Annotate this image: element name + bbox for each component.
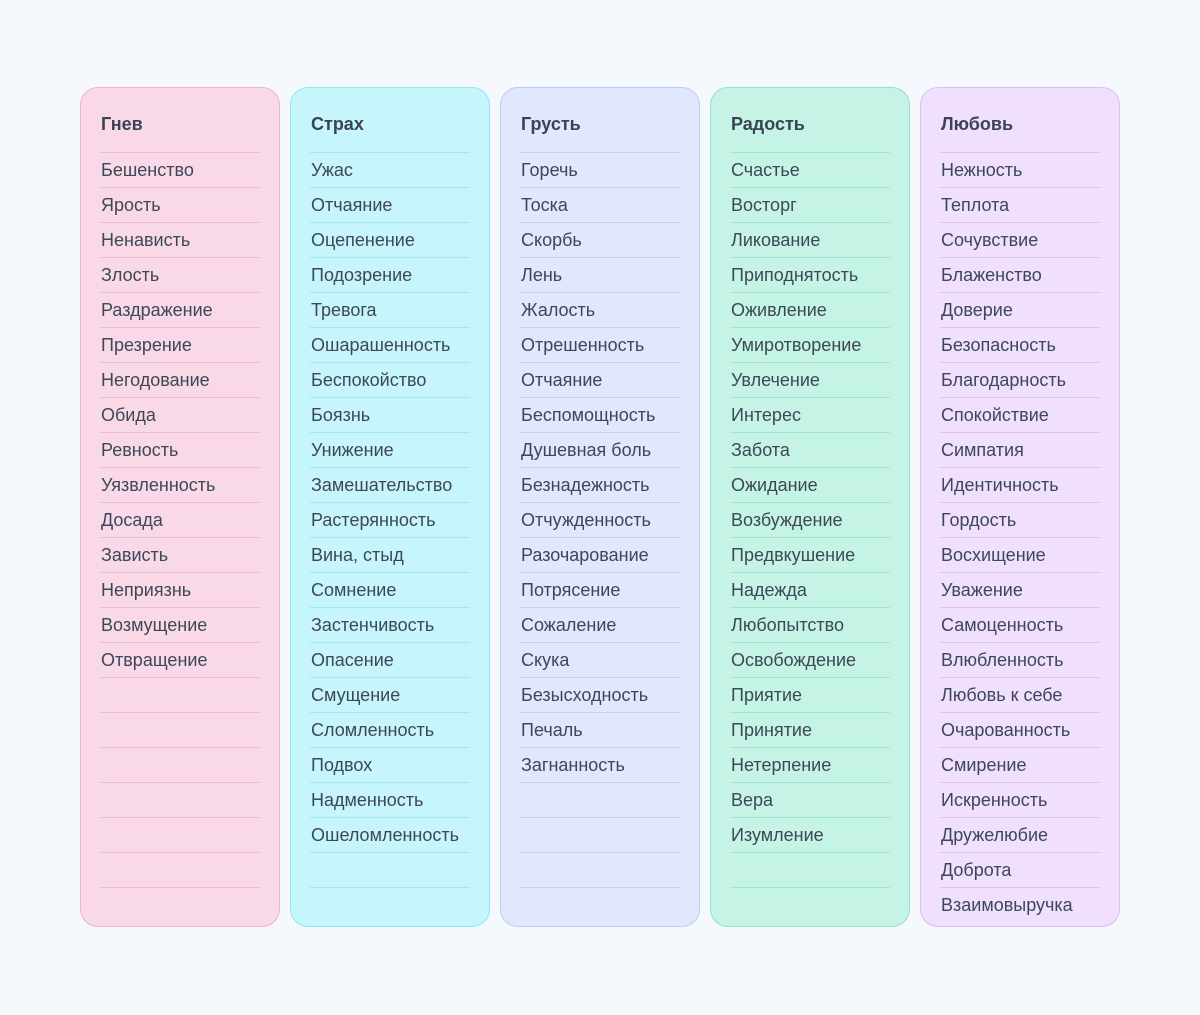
list-item: Ликование [730,223,890,258]
empty-row [310,853,470,888]
list-item: Надежда [730,573,890,608]
list-item: Восторг [730,188,890,223]
list-item: Бешенство [100,153,260,188]
list-item: Застенчивость [310,608,470,643]
list-item: Жалость [520,293,680,328]
empty-row [520,783,680,818]
emotions-board [80,87,1120,927]
column-title-fear: Страх [310,88,470,153]
emotion-list-anger [100,153,260,922]
empty-row [100,888,260,922]
list-item: Уязвленность [100,468,260,503]
list-item: Гордость [940,503,1100,538]
list-item: Сожаление [520,608,680,643]
list-item: Отчужденность [520,503,680,538]
list-item: Беспомощность [520,398,680,433]
list-item: Презрение [100,328,260,363]
list-item: Доверие [940,293,1100,328]
list-item: Опасение [310,643,470,678]
list-item: Счастье [730,153,890,188]
list-item: Душевная боль [520,433,680,468]
list-item: Сочувствие [940,223,1100,258]
empty-row [100,713,260,748]
list-item: Любопытство [730,608,890,643]
list-item: Приподнятость [730,258,890,293]
list-item: Отрешенность [520,328,680,363]
list-item: Раздражение [100,293,260,328]
list-item: Симпатия [940,433,1100,468]
list-item: Дружелюбие [940,818,1100,853]
list-item: Разочарование [520,538,680,573]
list-item: Увлечение [730,363,890,398]
list-item: Зависть [100,538,260,573]
empty-row [100,818,260,853]
list-item: Оживление [730,293,890,328]
empty-row [730,888,890,922]
column-fear [290,87,490,927]
list-item: Печаль [520,713,680,748]
list-item: Ужас [310,153,470,188]
list-item: Тревога [310,293,470,328]
list-item: Досада [100,503,260,538]
list-item: Нежность [940,153,1100,188]
list-item: Отчаяние [310,188,470,223]
list-item: Подвох [310,748,470,783]
empty-row [520,818,680,853]
list-item: Скука [520,643,680,678]
list-item: Унижение [310,433,470,468]
list-item: Теплота [940,188,1100,223]
list-item: Очарованность [940,713,1100,748]
empty-row [520,853,680,888]
list-item: Ошарашенность [310,328,470,363]
list-item: Идентичность [940,468,1100,503]
list-item: Забота [730,433,890,468]
list-item: Безысходность [520,678,680,713]
list-item: Возбуждение [730,503,890,538]
list-item: Растерянность [310,503,470,538]
list-item: Уважение [940,573,1100,608]
empty-row [100,783,260,818]
emotion-list-fear [310,153,470,922]
list-item: Потрясение [520,573,680,608]
list-item: Смирение [940,748,1100,783]
emotion-list-sadness [520,153,680,922]
empty-row [310,888,470,922]
list-item: Благодарность [940,363,1100,398]
list-item: Вера [730,783,890,818]
list-item: Предвкушение [730,538,890,573]
list-item: Горечь [520,153,680,188]
list-item: Вина, стыд [310,538,470,573]
list-item: Изумление [730,818,890,853]
list-item: Загнанность [520,748,680,783]
list-item: Нетерпение [730,748,890,783]
list-item: Самоценность [940,608,1100,643]
list-item: Ярость [100,188,260,223]
list-item: Доброта [940,853,1100,888]
list-item: Обида [100,398,260,433]
list-item: Боязнь [310,398,470,433]
column-title-sadness: Грусть [520,88,680,153]
emotion-list-love [940,153,1100,922]
list-item: Ошеломленность [310,818,470,853]
list-item: Негодование [100,363,260,398]
column-joy [710,87,910,927]
list-item: Искренность [940,783,1100,818]
list-item: Тоска [520,188,680,223]
list-item: Беспокойство [310,363,470,398]
column-sadness [500,87,700,927]
list-item: Лень [520,258,680,293]
list-item: Любовь к себе [940,678,1100,713]
list-item: Принятие [730,713,890,748]
list-item: Неприязнь [100,573,260,608]
list-item: Возмущение [100,608,260,643]
list-item: Подозрение [310,258,470,293]
column-love [920,87,1120,927]
list-item: Злость [100,258,260,293]
empty-row [730,853,890,888]
column-anger [80,87,280,927]
list-item: Надменность [310,783,470,818]
column-title-anger: Гнев [100,88,260,153]
list-item: Безнадежность [520,468,680,503]
list-item: Скорбь [520,223,680,258]
list-item: Освобождение [730,643,890,678]
list-item: Замешательство [310,468,470,503]
empty-row [100,748,260,783]
list-item: Безопасность [940,328,1100,363]
list-item: Взаимовыручка [941,895,1073,915]
empty-row [100,853,260,888]
emotion-list-joy [730,153,890,922]
list-item: Сомнение [310,573,470,608]
list-item: Восхищение [940,538,1100,573]
list-item: Ревность [100,433,260,468]
list-item: Интерес [730,398,890,433]
list-item: Смущение [310,678,470,713]
list-item: Отчаяние [520,363,680,398]
list-item: Сломленность [310,713,470,748]
empty-row [100,678,260,713]
column-title-love: Любовь [940,88,1100,153]
empty-row [520,888,680,922]
list-item: Блаженство [940,258,1100,293]
list-item: Оцепенение [310,223,470,258]
list-item: Отвращение [100,643,260,678]
list-item: Ненависть [100,223,260,258]
list-item: Умиротворение [730,328,890,363]
list-item: Влюбленность [940,643,1100,678]
list-item: Спокойствие [940,398,1100,433]
list-item: Ожидание [730,468,890,503]
list-item: Приятие [730,678,890,713]
column-title-joy: Радость [730,88,890,153]
